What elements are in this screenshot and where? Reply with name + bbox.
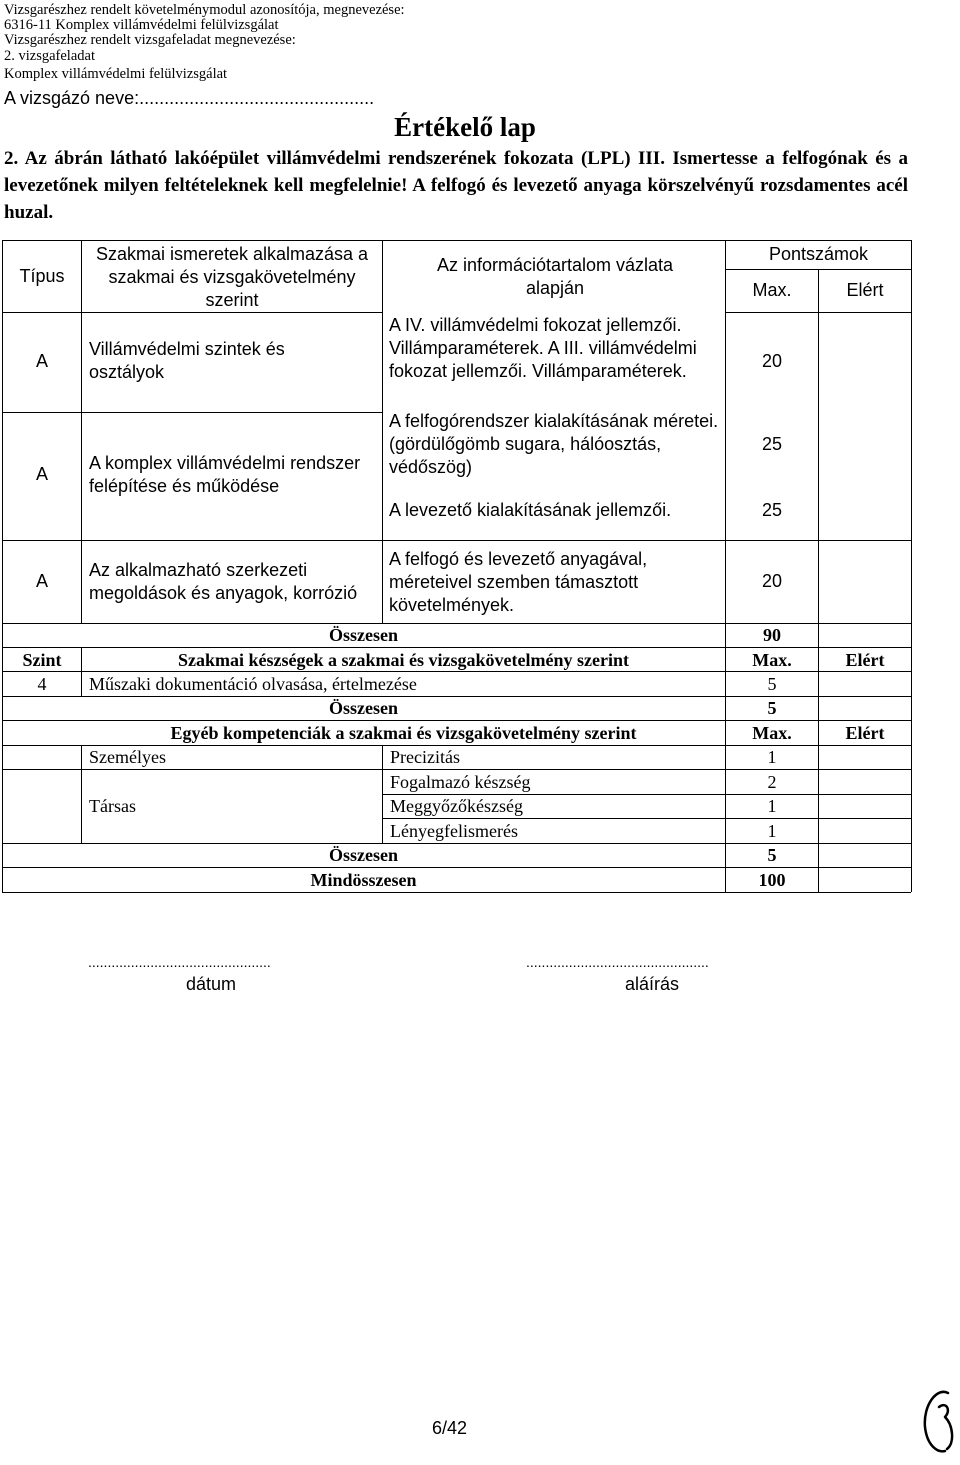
grand-total-label: Mindösszesen <box>310 870 417 890</box>
row-knowledge: A komplex villámvédelmi rendszer felépítése és működése <box>89 453 361 496</box>
total-value: 5 <box>767 698 777 718</box>
column-max-header: Max. <box>752 723 792 743</box>
signature-line: ............................................... <box>526 954 709 970</box>
date-line: ............................................... <box>88 954 271 970</box>
row-knowledge: Az alkalmazható szerkezeti megoldások és anyagok, korrózió <box>89 560 358 603</box>
column-type-header: Típus <box>19 266 65 286</box>
logo-mark-icon <box>915 1385 960 1460</box>
row-info: A IV. villámvédelmi fokozat jellemzői. Villámparaméterek. A III. villámvédelmi fokozat jellemzői. Villámparaméterek. <box>389 315 697 381</box>
total-label: Összesen <box>329 845 398 865</box>
competency-max: 1 <box>767 821 777 841</box>
competency-item: Meggyőzőkészség <box>390 796 523 816</box>
column-info-header: Az információtartalom vázlata alapján <box>436 255 674 298</box>
column-competency-header: Egyéb kompetenciák a szakmai és vizsgakövetelmény szerint <box>170 723 637 743</box>
grand-total-value: 100 <box>758 870 786 890</box>
row-type: A <box>35 351 48 371</box>
total-label: Összesen <box>329 698 398 718</box>
module-id-label: Vizsgarészhez rendelt követelménymodul azonosítója, megnevezése: <box>4 2 405 18</box>
row-max: 25 <box>761 500 783 520</box>
group-social: Társas <box>89 796 136 816</box>
row-max: 5 <box>767 674 777 694</box>
competency-max: 1 <box>767 796 777 816</box>
task-name-label: Vizsgarészhez rendelt vizsgafeladat megnevezése: <box>4 32 296 48</box>
row-max: 25 <box>761 434 783 454</box>
task-name-value: Komplex villámvédelmi felülvizsgálat <box>4 66 228 82</box>
row-level: 4 <box>37 674 47 694</box>
column-achieved-header: Elért <box>845 723 885 743</box>
column-achieved-header: Elért <box>846 280 884 300</box>
column-knowledge-header: Szakmai ismeretek alkalmazása a szakmai és vizsgakövetelmény szerint <box>95 244 369 310</box>
examinee-name-field: A vizsgázó neve:............................................... <box>4 88 375 108</box>
row-info: A levezető kialakításának jellemzői. <box>389 500 672 520</box>
page-number: 6/42 <box>432 1418 468 1438</box>
date-label: dátum <box>186 974 237 994</box>
task-description: 2. Az ábrán látható lakóépület villámvédelmi rendszerének fokozata (LPL) III. Ismertesse a felfogónak és a levezetőnek milyen feltételeknek kell megfelelnie! A felfogó és levezető anyaga körszelvényű rozsdamentes acél huzal. <box>4 148 908 223</box>
competency-max: 1 <box>767 747 777 767</box>
column-points-header: Pontszámok <box>768 244 869 264</box>
row-max: 20 <box>761 351 783 371</box>
competency-item: Lényegfelismerés <box>390 821 518 841</box>
column-max-header: Max. <box>752 280 792 300</box>
row-type: A <box>35 464 48 484</box>
row-type: A <box>35 571 48 591</box>
row-info: A felfogó és levezető anyagával, méreteivel szemben támasztott követelmények. <box>389 549 648 615</box>
task-number: 2. vizsgafeladat <box>4 48 95 64</box>
page-title: Értékelő lap <box>394 112 536 142</box>
row-info: A felfogórendszer kialakításának méretei. (gördülőgömb sugara, hálóosztás, védőszög) <box>389 411 719 477</box>
module-id-value: 6316-11 Komplex villámvédelmi felülvizsgálat <box>4 17 279 33</box>
row-max: 20 <box>761 571 783 591</box>
row-skill: Műszaki dokumentáció olvasása, értelmezése <box>89 674 417 694</box>
row-knowledge: Villámvédelmi szintek és osztályok <box>89 339 285 382</box>
group-personal: Személyes <box>89 747 166 767</box>
total-value: 5 <box>767 845 777 865</box>
competency-item: Precizitás <box>390 747 460 767</box>
column-skills-header: Szakmai készségek a szakmai és vizsgakövetelmény szerint <box>178 650 629 670</box>
column-achieved-header: Elért <box>845 650 885 670</box>
total-value: 90 <box>763 625 781 645</box>
column-max-header: Max. <box>752 650 792 670</box>
competency-max: 2 <box>767 772 777 792</box>
competency-item: Fogalmazó készség <box>390 772 531 792</box>
signature-label: aláírás <box>625 974 680 994</box>
column-level-header: Szint <box>22 650 62 670</box>
total-label: Összesen <box>329 625 398 645</box>
